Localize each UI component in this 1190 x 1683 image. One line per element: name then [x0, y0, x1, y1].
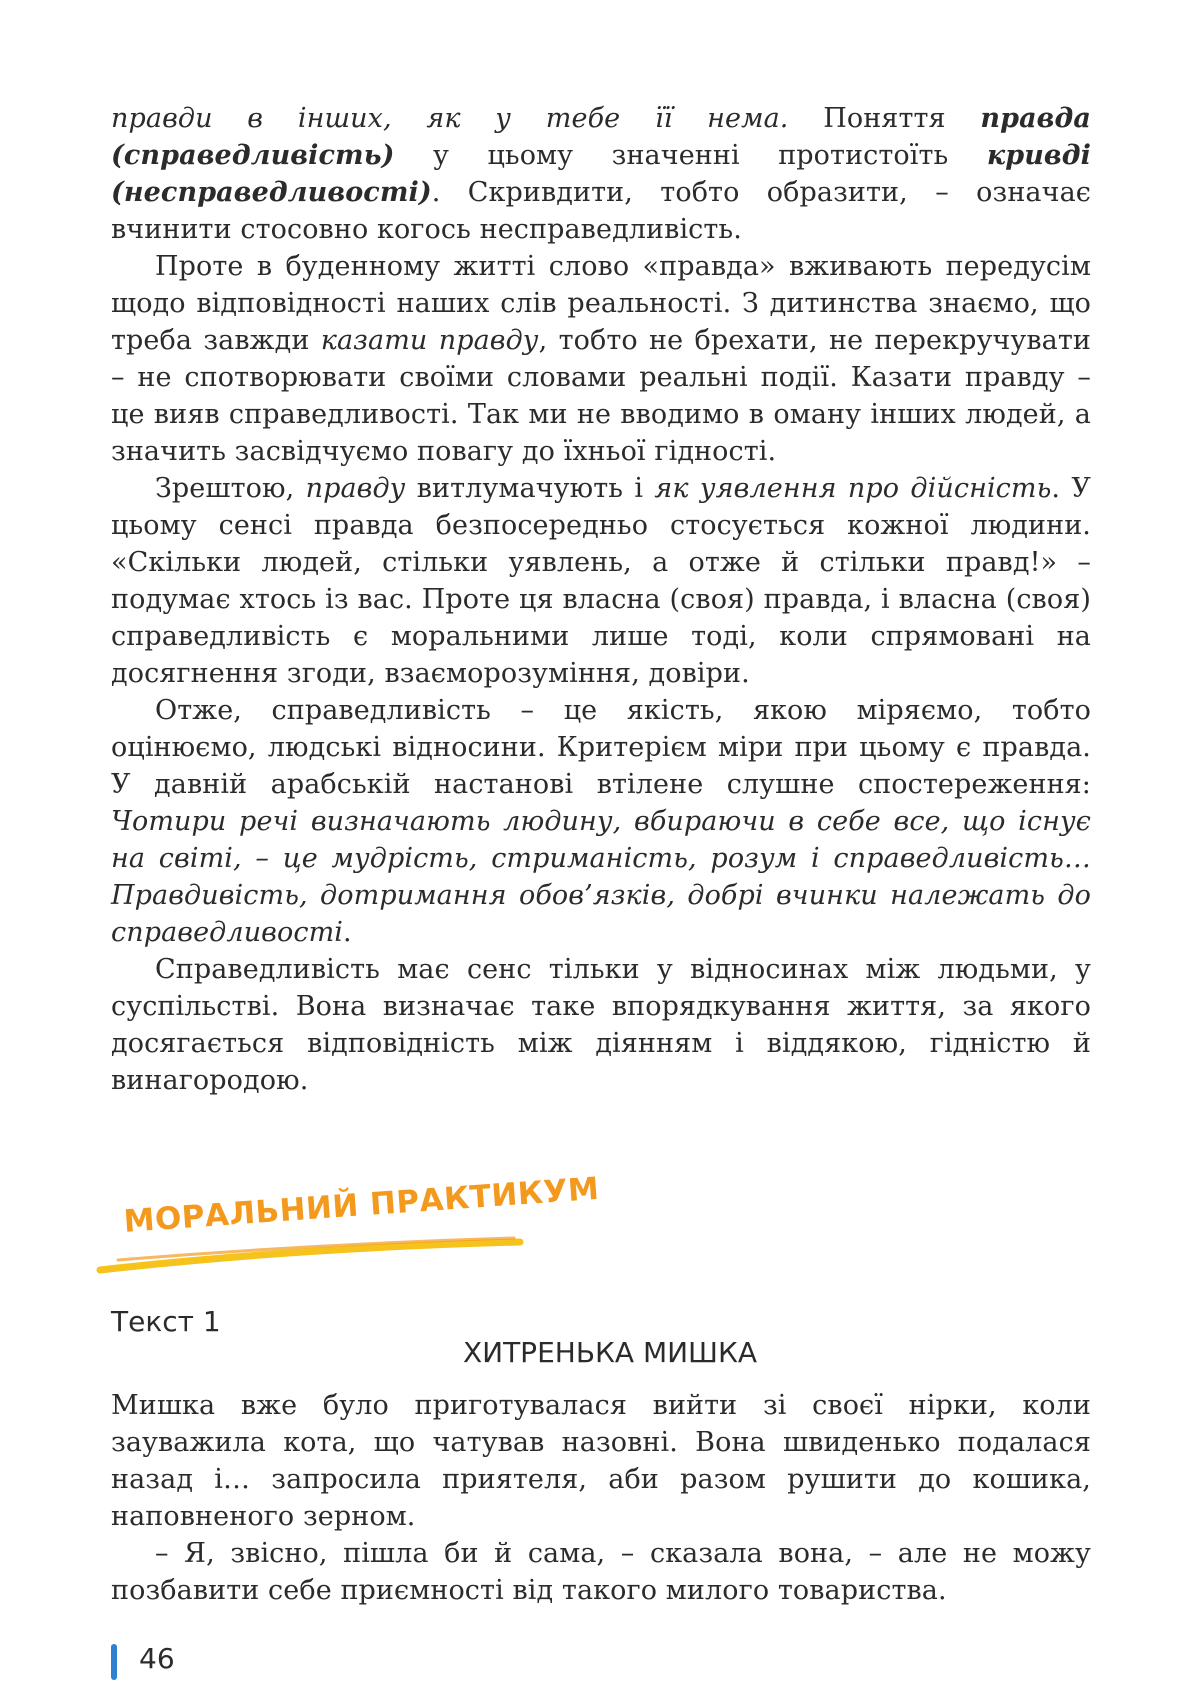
- section-banner: [96, 1170, 601, 1280]
- text-run: . Скривдити, тобто образити, – означає вчинити стосовно когось несправедливість.: [111, 177, 1091, 245]
- paragraph: [111, 470, 1091, 692]
- paragraph: [111, 1535, 1091, 1609]
- text-run: Отже, справедливість – це якість, якою міряємо, тобто оцінюємо, людські відносини. Критерієм міри при цьому є правда. У давній арабській настанові втілене слушне спостереження:: [111, 695, 1091, 800]
- text-run: Поняття: [788, 103, 981, 134]
- italic-text: як уявлення про дійсність: [654, 473, 1052, 504]
- text-run: . У цьому сенсі правда безпосередньо стосується кожної людини. «Скільки людей, стільки уявлень, а отже й стільки правд!» – подумає хтось із вас. Проте ця власна (своя) правда, і власна (своя) справедливість є моральними лише тоді, коли спрямовані на досягнення згоди, взаєморозуміння, довіри.: [111, 473, 1092, 689]
- text-number-label: Текст 1: [111, 1305, 221, 1338]
- page-number: 46: [139, 1642, 175, 1675]
- text-run: Мишка вже було приготувалася вийти зі своєї нірки, коли зауважила кота, що чатував назовні. Вона швиденько подалася назад і… запросила приятеля, аби разом рушити до кошика, наповненого зерном.: [111, 1390, 1091, 1532]
- paragraph: [111, 1387, 1091, 1535]
- text-run: – Я, звісно, пішла би й сама, – сказала вона, – але не можу позбавити себе приємності від такого милого товариства.: [111, 1538, 1091, 1606]
- italic-text: казати правду: [320, 325, 539, 356]
- paragraph: [111, 692, 1091, 951]
- paragraph: [111, 100, 1091, 248]
- story-body-text: [111, 1387, 1091, 1609]
- text-run: , тобто не брехати, не перекручувати – не спотворювати своїми словами реальні події. Казати правду – це вияв справедливості. Так ми не вводимо в оману інших людей, а значить засвідчуємо повагу до їхньої гідності.: [111, 325, 1092, 467]
- italic-text: правди в інших, як у тебе її нема.: [111, 103, 789, 134]
- text-run: Проте в буденному житті слово «правда» вживають передусім щодо відповідності наших слів реальності. З дитинства знаємо, що треба завжди: [111, 251, 1091, 356]
- text-run: у цьому значенні протистоїть: [394, 140, 987, 171]
- text-run: витлумачують і: [405, 473, 655, 504]
- bold-italic-term: правда (справедливість): [111, 103, 1091, 171]
- text-run: Зрештою,: [155, 473, 306, 504]
- section-title: МОРАЛЬНИЙ ПРАКТИКУМ: [122, 1170, 601, 1240]
- italic-text: Чотири речі визначають людину, вбираючи в себе все, що існує на світі, – це мудрість, стриманість, розум і справедливість… Правдивість, дотримання обов’язків, добрі вчинки належать до справедливості: [111, 806, 1091, 948]
- bold-italic-term: кривді (несправедливості): [111, 140, 1091, 208]
- main-body-text: [111, 100, 1091, 1099]
- paragraph: [111, 951, 1091, 1099]
- text-run: Справедливість має сенс тільки у відносинах між людьми, у суспільстві. Вона визначає таке впорядкування життя, за якого досягається відповідність між діянням і віддякою, гідністю й винагородою.: [111, 954, 1091, 1096]
- page-marker-bar: [111, 1644, 117, 1680]
- paragraph: [111, 248, 1091, 470]
- text-run: .: [343, 917, 352, 948]
- story-title: ХИТРЕНЬКА МИШКА: [462, 1336, 758, 1369]
- italic-text: правду: [305, 473, 406, 504]
